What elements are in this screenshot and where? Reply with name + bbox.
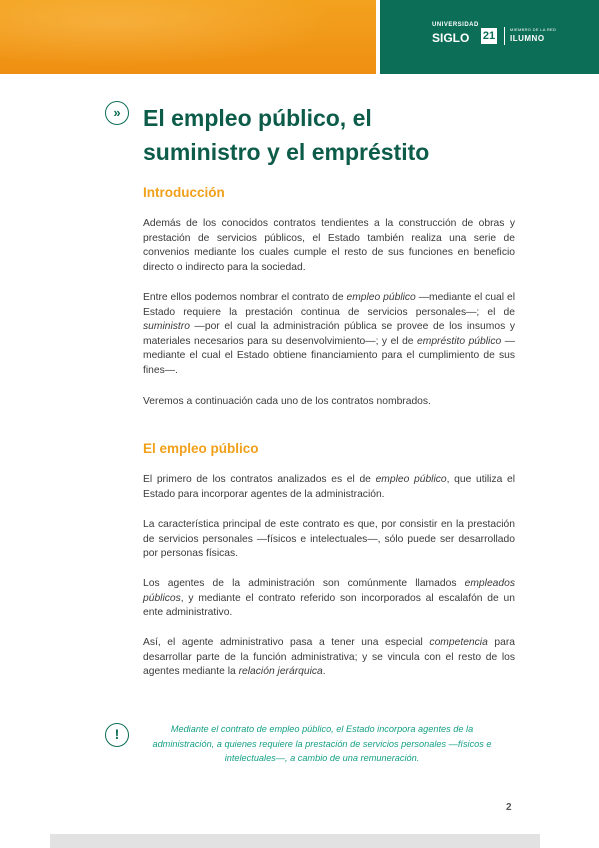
logo-main-text: SIGLO <box>432 31 470 45</box>
footer-bar <box>50 834 540 848</box>
page-title <box>143 101 523 169</box>
logo-top-text: UNIVERSIDAD <box>432 22 479 28</box>
empleo-paragraph-3: Los agentes de la administración son comúnmente llamados empleados públicos, y mediante el contrato referido son incorporados al escalafón de un ente administrativo. <box>143 578 515 619</box>
section-heading-introduccion: Introducción <box>143 185 225 200</box>
empleo-paragraph-2: La característica principal de este contrato es que, por consistir en la prestación de servicios personales —físicos e intelectuales—, sólo puede ser desarrollado por personas físicas. <box>143 519 515 560</box>
double-chevron-right-icon: » <box>105 101 129 125</box>
intro-paragraph-1: Además de los conocidos contratos tendientes a la construcción de obras y prestación de servicios públicos, el Estado también realiza una serie de convenios mediante los cuales cumple el resto de sus funciones en beneficio directo o indirecto para la sociedad. <box>143 218 515 273</box>
title-line-2: suministro y el empréstito <box>143 139 430 165</box>
intro-paragraph-2: Entre ellos podemos nombrar el contrato de empleo público —mediante el cual el Estado requiere la prestación continua de servicios personales—; el de suministro —por el cual la administración pública se provee de los insumos y materiales necesarios para su desenvolvimiento—; y el de empréstito público —mediante el cual el Estado obtiene financiamiento para el cumplimiento de sus fines—. <box>143 292 516 376</box>
network-name: ILUMNO <box>510 34 545 43</box>
empleo-paragraph-4: Así, el agente administrativo pasa a tener una especial competencia para desarrollar parte de la función administrativa; y se vincula con el resto de los agentes mediante la relación jerárquica. <box>143 637 515 678</box>
intro-paragraph-3: Veremos a continuación cada uno de los contratos nombrados. <box>143 396 431 407</box>
empleo-paragraph-1: El primero de los contratos analizados es el de empleo público, que utiliza el Estado para incorporar agentes de la administración. <box>143 474 516 500</box>
logo-divider <box>504 27 505 45</box>
page-number: 2 <box>506 802 512 813</box>
university-logo <box>432 22 572 52</box>
section-heading-empleo-publico: El empleo público <box>143 441 259 456</box>
exclamation-circle-icon: ! <box>105 723 129 747</box>
callout-text: Mediante el contrato de empleo público, el Estado incorpora agentes de la administración, a quienes requiere la prestación de servicios personales —físicos e intelectuales—, a cambio de una remuneración. <box>152 724 492 764</box>
logo-number: 21 <box>482 30 496 42</box>
header-orange-banner <box>0 0 376 74</box>
title-line-1: El empleo público, el <box>143 105 372 131</box>
network-label: MIEMBRO DE LA RED <box>510 27 557 32</box>
